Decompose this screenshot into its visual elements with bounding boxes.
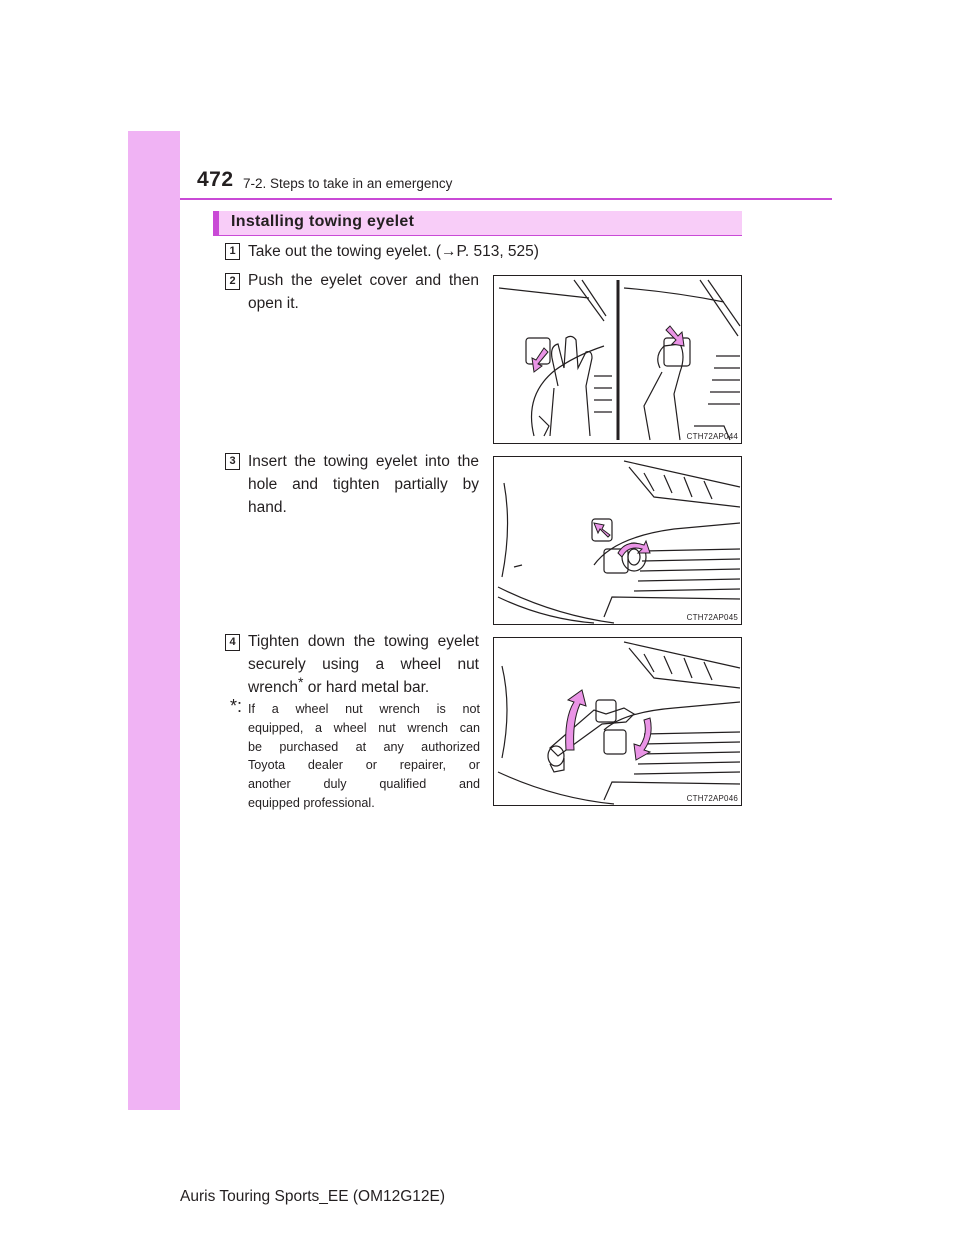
illustration-code: CTH72AP046: [686, 794, 738, 803]
footnote-line: another duly qualified and: [248, 777, 480, 792]
step-3-number: 3: [225, 453, 240, 470]
footnote-line: If a wheel nut wrench is not: [248, 702, 480, 716]
step-2-text: [248, 269, 479, 315]
step-1-text: Take out the towing eyelet. (→P. 513, 525): [248, 243, 539, 260]
header-rule: [180, 198, 832, 200]
footnote-line: equipped, a wheel nut wrench can: [248, 720, 480, 735]
footnote-line: equipped professional.: [248, 795, 375, 810]
section-title: Installing towing eyelet: [231, 213, 415, 230]
step-4-number: 4: [225, 634, 240, 651]
footnote-line: Toyota dealer or repairer, or: [248, 758, 480, 773]
step-1-number: 1: [225, 243, 240, 260]
insert-eyelet-drawing: [494, 457, 741, 624]
step-2-number: 2: [225, 273, 240, 290]
illustration-code: CTH72AP044: [686, 432, 738, 441]
step-4-line: Tighten down the towing eyelet: [248, 633, 479, 650]
tighten-eyelet-drawing: [494, 638, 741, 805]
step-4-wrench: wrench: [248, 679, 298, 696]
illustration-open-cover: [493, 275, 742, 444]
step-2-line: Push the eyelet cover and then: [248, 272, 479, 289]
footer-model: Auris Touring Sports_EE (OM12G12E): [180, 1188, 446, 1205]
illustration-insert-eyelet: [493, 456, 742, 625]
side-tab-band: [128, 131, 180, 1110]
section-title-bar: [213, 211, 742, 236]
section-reference: 7-2. Steps to take in an emergency: [243, 176, 453, 191]
open-cover-drawing: [494, 276, 741, 443]
step-3-line: Insert the towing eyelet into the: [248, 453, 479, 470]
step-3-line: hole and tighten partially by: [248, 476, 479, 493]
page-number: 472: [197, 168, 234, 191]
footnote-marker: *:: [230, 696, 243, 716]
step-4-line: securely using a wheel nut: [248, 656, 479, 673]
illustration-tighten-eyelet: [493, 637, 742, 806]
step-3-text: [248, 450, 479, 519]
footnote-line: be purchased at any authorized: [248, 739, 480, 754]
footnote: [230, 696, 480, 813]
step-4-line: [248, 676, 479, 699]
footnote-star: *: [297, 674, 304, 690]
step-2-line: open it.: [248, 295, 299, 312]
step-4-bar: or hard metal bar.: [303, 679, 430, 696]
illustration-code: CTH72AP045: [686, 613, 738, 622]
step-3-line: hand.: [248, 499, 287, 516]
step-4-text: [248, 630, 479, 699]
